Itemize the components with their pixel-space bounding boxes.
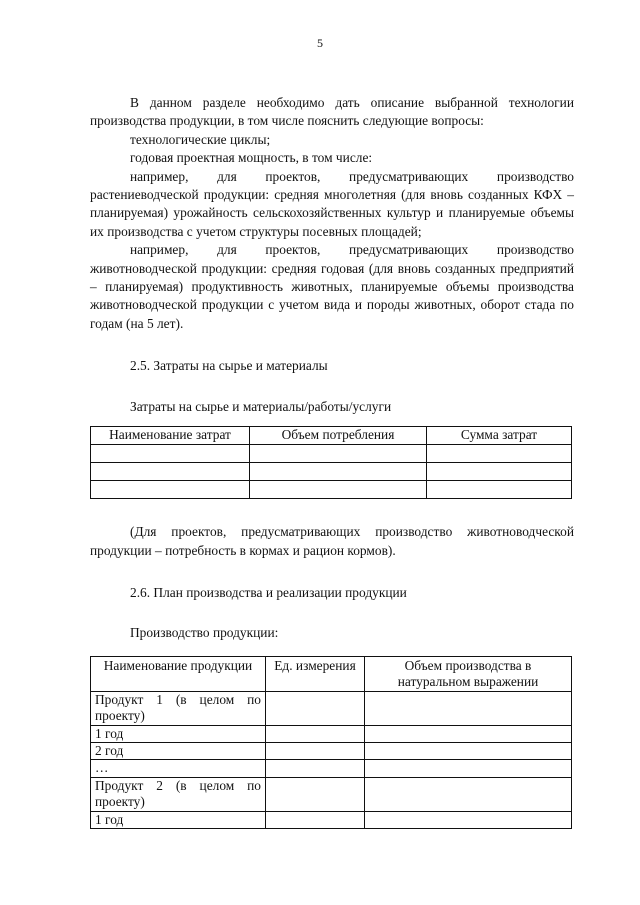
feed-requirement-note: (Для проектов, предусматривающих производство животноводческой продукции – потребность в кормах и рацион кормов). [90,524,574,558]
table-cell[interactable] [365,742,572,759]
table-row [91,760,572,777]
crop-example-paragraph: например, для проектов, предусматривающих производство растениеводческой продукции: средняя многолетняя (для вновь созданных КФХ – планируемая) урожайность сельскохозяйственных культур и планируемые объемы их производства с учетом структуры посевных площадей; [90,168,574,239]
row-label: 1 год [91,725,266,742]
table-cell[interactable] [427,445,572,463]
column-header-cost-name: Наименование затрат [91,427,250,445]
row-label: 2 год [91,742,266,759]
table-row [91,742,572,759]
table-cell[interactable] [365,777,572,811]
row-label: 1 год [91,811,266,828]
table-cell[interactable] [266,742,365,759]
table-cell[interactable] [250,481,427,499]
table-header-row [91,427,572,445]
column-header-volume: Объем производства в натуральном выражении [365,656,572,691]
table-header-row [91,656,572,691]
list-item-capacity: годовая проектная мощность, в том числе: [130,150,373,166]
table-row [91,777,572,811]
table-cell[interactable] [266,777,365,811]
page-number: 5 [317,36,323,50]
table-cell[interactable] [365,691,572,725]
list-item-cycles: технологические циклы; [130,131,271,147]
table-row [91,691,572,725]
table-cell[interactable] [91,481,250,499]
table-cell[interactable] [266,811,365,828]
row-label: Продукт 1 (в целом по проекту) [91,691,266,725]
table-cell[interactable] [427,463,572,481]
table-row [91,481,572,499]
intro-paragraph: В данном разделе необходимо дать описание выбранной технологии производства продукции, в том числе пояснить следующие вопросы: [90,95,574,129]
production-table [90,656,572,829]
production-table-title: Производство продукции: [130,625,279,641]
table-cell[interactable] [365,760,572,777]
column-header-cost-sum: Сумма затрат [427,427,572,445]
section-heading-2-5: 2.5. Затраты на сырье и материалы [130,358,328,374]
table-cell[interactable] [365,725,572,742]
column-header-consumption: Объем потребления [250,427,427,445]
table-row [91,445,572,463]
table-cell[interactable] [365,811,572,828]
table-row [91,811,572,828]
table-cell[interactable] [91,463,250,481]
costs-table-title: Затраты на сырье и материалы/работы/услуги [130,398,392,414]
row-label: … [91,760,266,777]
table-cell[interactable] [266,760,365,777]
table-cell[interactable] [250,445,427,463]
table-cell[interactable] [250,463,427,481]
table-cell[interactable] [427,481,572,499]
table-row [91,463,572,481]
column-header-unit: Ед. измерения [266,656,365,691]
table-cell[interactable] [91,445,250,463]
costs-table [90,426,572,499]
table-cell[interactable] [266,725,365,742]
table-row [91,725,572,742]
livestock-example-paragraph: например, для проектов, предусматривающих производство животноводческой продукции: средняя годовая (для вновь созданных предприятий – планируемая) продуктивность животных, планируемые объемы производства животноводческой продукции с учетом вида и породы животных, оборот стада по годам (на 5 лет). [90,242,574,331]
column-header-product-name: Наименование продукции [91,656,266,691]
document-body [90,94,574,829]
row-label: Продукт 2 (в целом по проекту) [91,777,266,811]
section-heading-2-6: 2.6. План производства и реализации продукции [130,584,407,600]
table-cell[interactable] [266,691,365,725]
